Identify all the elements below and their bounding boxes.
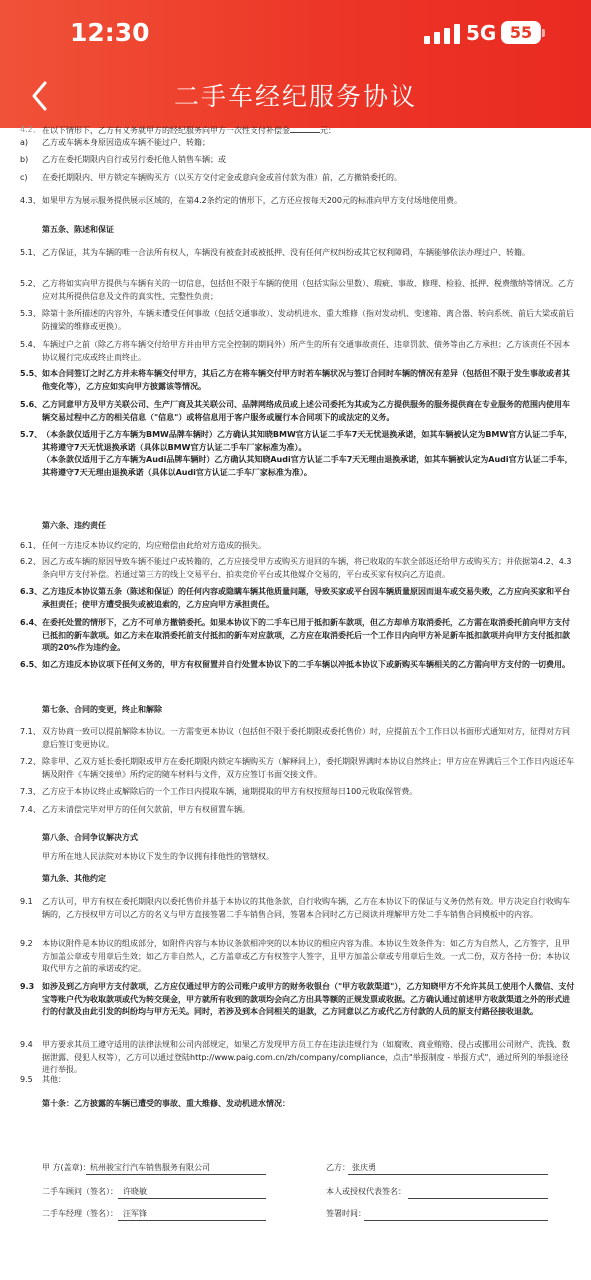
sign-time-label: 签署时间： <box>326 1209 366 1218</box>
battery-icon: 55 <box>501 21 541 44</box>
article-9-title: 第九条、其他约定 <box>42 874 106 883</box>
advisor-line <box>118 1197 266 1199</box>
agent-signature-field[interactable] <box>408 1197 548 1199</box>
party-b-label: 乙方： <box>326 1163 350 1172</box>
article-6-title: 第六条、违约责任 <box>42 521 106 530</box>
party-a-value: 杭州骏宝行汽车销售服务有限公司 <box>90 1163 210 1172</box>
advisor-value: 许晓敏 <box>123 1187 147 1196</box>
battery-cap <box>542 29 545 37</box>
manager-line <box>118 1219 266 1221</box>
party-b-value: 张庆勇 <box>352 1163 376 1172</box>
party-a-line <box>86 1173 266 1175</box>
manager-value: 汪军锋 <box>123 1209 147 1218</box>
article-5-title: 第五条、陈述和保证 <box>42 225 114 234</box>
clause-8: 甲方所在地人民法院对本协议下发生的争议拥有排他性的管辖权。 <box>42 852 274 861</box>
agreement-document[interactable]: 4.2、 在以下情形下，乙方有义务就甲方的经纪服务向甲方一次性支付补偿金 元： a) 乙方或车辆本身原因造成车辆不能过户、转籍； b) 乙方在委托期限内自行或另行委托他人销售车辆；或 c) 在委托期限内、甲方锁定车辆购买方（以买方交付定金或意向金或首付款为准）前，乙方撤销委托的。 4.3、 如果甲方为展示服务提供展示区域的，在第4.2条约定的情形下，乙方还应按每天200元的标准向甲方支付场地使用费。 第五条、陈述和保证 5.1、 乙方保证，其为车辆的唯一合法所有权人，车辆没有被查封或被抵押、没有任何产权纠纷或其它权利障碍，车辆能够依法办理过户、转籍。 5.2、 乙方将如实向甲方提供与车辆有关的一切信息，包括但不限于车辆的使用（包括实际公里数）、瑕疵、事故、修理、检验、抵押、税费缴纳等情况。乙方应对其所提供信息及文件的真实性、完整性负责； 5.3、 除第十条所描述的内容外，车辆未遭受任何事故（包括交通事故）、发动机进水、重大维修（指对发动机、变速箱、离合器、转向系统、前后大梁或前后防撞梁的维修或更换）。 5.4、 车辆过户之前（除乙方将车辆交付给甲方并由甲方完全控制的期间外）所产生的所有交通事故责任、违章罚款、债务等由乙方承担；乙方该责任不因本协议履行完成或终止而终止。 5.5、 如本合同签订之时乙方并未将车辆交付甲方，其后乙方在将车辆交付甲方时若车辆状况与签订合同时车辆的情况有差异（包括但不限于发生事故或者其他变化等），乙方应如实向甲方披露该等情况。 5.6、 乙方同意甲方及甲方关联公司、生产厂商及其关联公司、品牌网络成员或上述公司委托为其或为乙方提供服务的服务提供商在专业服务的范围内使用车辆交易过程中乙方的相关信息（"信息"）或将信息用于客户服务或履行本合同项下的或法定的义务。 5.7、 （本条款仅适用于乙方车辆为BMW品牌车辆时）乙方确认其知晓BMW官方认证二手车7天无忧退换承诺，如其车辆被认定为BMW官方认证二手车，其将遵守7天无忧退换承诺（具体以BMW官方认证二手车厂家标准为准）。 （本条款仅适用于乙方车辆为Audi品牌车辆时）乙方确认其知晓Audi官方认证二手车7天无理由退换承诺，如其车辆被认定为Audi官方认证二手车，其将遵守7天无理由退换承诺（具体以Audi官方认证二手车厂家标准为准）。 第六条、违约责任 6.1、 任何一方违反本协议约定的，均应赔偿由此给对方造成的损失。 6.2、 因乙方或车辆的原因导致车辆不能过户或转籍的，乙方应接受甲方或购买方退回的车辆，将已收取的车款全部返还给甲方或购买方；并依据第4.2、4.3条向甲方支付补偿。若通过第三方的线上交易平台、拍卖竞价平台或其他媒介交易的，平台或买家有权向乙方追责。 6.3、 乙方违反本协议第五条（陈述和保证）的任何内容或隐瞒车辆其他质量问题，导致买家或平台因车辆质量原因而退车或交易失败，乙方应向买家和平台承担责任；使甲方遭受损失或被追索的，乙方应向甲方承担责任。 6.4、 在委托处置的情形下，乙方不可单方撤销委托。如果本协议下的二手车已用于抵扣新车款项，但乙方却单方取消委托，乙方需在取消委托前向甲方支付已抵扣的新车款项。如乙方未在取消委托前支付抵扣的新车对应款项，乙方应在取消委托后一个工作日内向甲方补足新车抵扣款项并向甲方支付抵扣款项的20%作为违约金。 6.5、 如乙方违反本协议项下任何义务的，甲方有权留置并自行处置本协议下的二手车辆以冲抵本协议下或新购买车辆相关的乙方需向甲方支付的一切费用。 第七条、合同的变更，终止和解除 7.1、 双方协商一致可以提前解除本协议。一方需变更本协议（包括但不限于委托期限或委托售价）时，应提前五个工作日以书面形式通知对方，征得对方同意后签订变更协议。 7.2、 除非甲、乙双方延长委托期限或甲方在委托期限内锁定车辆购买方（解释同上），委托期限界满时本协议自然终止；甲方应在界满后三个工作日内返还车辆及附件《车辆交接单》所约定的随车材料与文件，双方应签订书面交接文件。 7.3、 乙方应于本协议终止或解除后的一个工作日内提取车辆，逾期提取的甲方有权按照每日100元收取保管费。 7.4、 乙方未清偿完毕对甲方的任何欠款前，甲方有权留置车辆。 第八条、合同争议解决方式 甲方所在地人民法院对本协议下发生的争议拥有排他性的管辖权。 第九条、其他约定 9.1 乙方认可，甲方有权在委托期限内以委托售价并基于本协议的其他条款，自行收购车辆，乙方在本协议下的保证与义务仍然有效。甲方决定自行收购车辆的，乙方授权甲方可以乙方的名义与甲方直接签署二手车销售合同，签署本合同时乙方已阅读并理解甲方处二手车销售合同模板中的内容。 9.2 本协议附件是本协议的组成部分，如附件内容与本协议条款相冲突的以本协议的相应内容为准。本协议生效条件为：如乙方为自然人，乙方签字，且甲方加盖公章或专用章后生效；如乙方非自然人，乙方盖章或乙方有权签字人签字，且甲方加盖公章或专用章后生效。一式二份，双方各持一份；本协议取代甲方之前的承诺或约定。 9.3 如涉及到乙方向甲方支付款项，乙方应仅通过甲方的公司账户或甲方的财务收银台（"甲方收款渠道"），乙方知晓甲方不允许其员工使用个人微信、支付宝等账户代为收取款项或代为转交现金，甲方就所有收到的款项均会向乙方出具等额的正规发票或收据。乙方确认通过前述甲方收款渠道之外的形式进行的付款及由此引发的纠纷均与甲方无关。同时，若涉及到本合同相关的退款，乙方同意以乙方或代乙方付款的人员的原支付路径接收退款。 9.4 甲方要求其员工遵守适用的法律法规和公司内部规定，如果乙方发现甲方员工存在违法违规行为（如腐败、商业贿赂、侵占或挪用公司财产、洗钱、数据泄露、侵犯人权等），乙方可以通过登陆http://www.paig.com.cn/zh/company/compliance，点击"举报制度 - 举报方式"，通过所列的举报途径进行举报。 9.5 其他： 第十条：乙方披露的车辆已遭受的事故、重大维修、发动机进水情况： 甲 方(盖章)： 杭州骏宝行汽车销售服务有限公司 乙方： 张庆勇 二手车顾问（签名）： 许晓敏 本人或授权代表签名： 二手车经理（签名）： 汪军锋 签署时间： <box>0 120 591 1280</box>
party-b-line <box>348 1173 548 1175</box>
manager-label: 二手车经理（签名）： <box>42 1209 118 1218</box>
article-10-title: 第十条：乙方披露的车辆已遭受的事故、重大维修、发动机进水情况： <box>42 1099 290 1108</box>
advisor-label: 二手车顾问（签名）： <box>42 1187 118 1196</box>
status-time: 12:30 <box>70 18 150 47</box>
article-7-title: 第七条、合同的变更，终止和解除 <box>42 705 162 714</box>
agent-label: 本人或授权代表签名： <box>326 1187 406 1196</box>
app-header <box>0 0 591 128</box>
page-title: 二手车经纪服务协议 <box>173 82 417 111</box>
network-label: 5G <box>466 21 497 45</box>
sign-time-field[interactable] <box>364 1219 548 1221</box>
article-8-title: 第八条、合同争议解决方式 <box>42 833 138 842</box>
signal-icon <box>424 24 460 44</box>
party-a-label: 甲 方(盖章)： <box>42 1163 91 1172</box>
